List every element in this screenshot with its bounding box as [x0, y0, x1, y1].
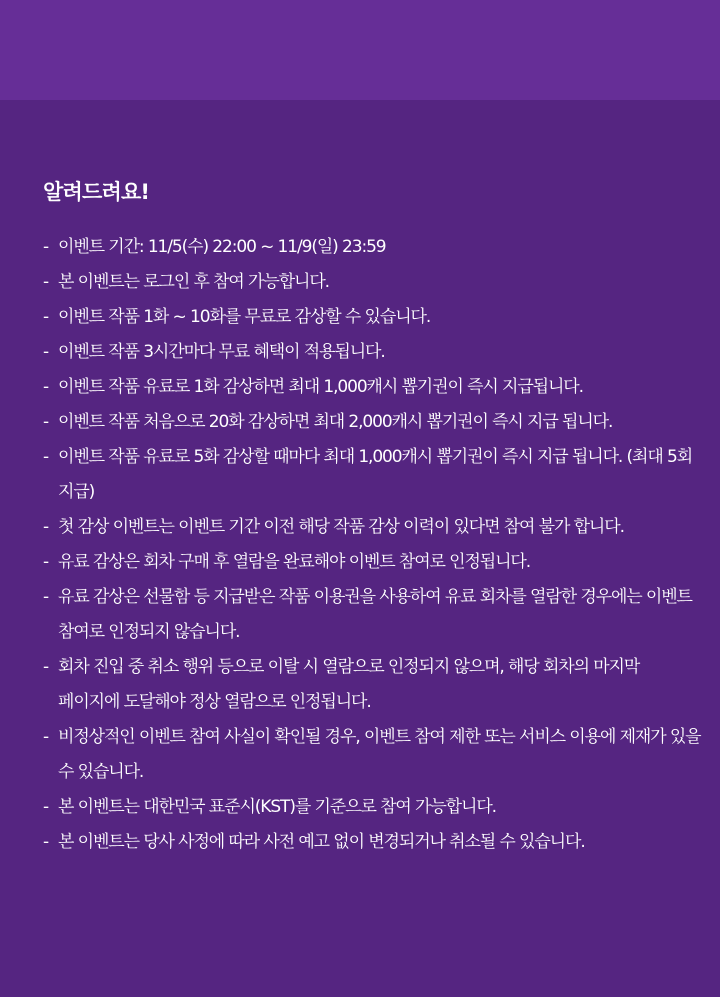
notice-item-login-required: - 본 이벤트는 로그인 후 참여 가능합니다.	[43, 265, 703, 300]
notice-item-paid-1-episode-reward: - 이벤트 작품 유료로 1화 감상하면 최대 1,000캐시 뽑기권이 즉시 지급됩니다.	[43, 370, 703, 405]
notice-item-paid-view-condition: - 유료 감상은 회차 구매 후 열람을 완료해야 이벤트 참여로 인정됩니다.	[43, 545, 703, 580]
notice-list	[43, 230, 703, 860]
notice-item-event-period: - 이벤트 기간: 11/5(수) 22:00 ~ 11/9(일) 23:59	[43, 230, 703, 265]
notice-item-abnormal-participation: - 비정상적인 이벤트 참여 사실이 확인될 경우, 이벤트 참여 제한 또는 서비스 이용에 제재가 있을 수 있습니다.	[43, 720, 703, 790]
event-notice-section	[0, 100, 720, 997]
notice-item-free-episodes: - 이벤트 작품 1화 ~ 10화를 무료로 감상할 수 있습니다.	[43, 300, 703, 335]
notice-item-gift-ticket-exclusion: - 유료 감상은 선물함 등 지급받은 작품 이용권을 사용하여 유료 회차를 열람한 경우에는 이벤트 참여로 인정되지 않습니다.	[43, 580, 703, 650]
notice-item-free-every-3-hours: - 이벤트 작품 3시간마다 무료 혜택이 적용됩니다.	[43, 335, 703, 370]
notice-item-first-view-restriction: - 첫 감상 이벤트는 이벤트 기간 이전 해당 작품 감상 이력이 있다면 참여 불가 합니다.	[43, 510, 703, 545]
notice-title: 알려드려요!	[43, 180, 150, 204]
notice-item-paid-5-episodes-reward: - 이벤트 작품 유료로 5화 감상할 때마다 최대 1,000캐시 뽑기권이 즉시 지급 됩니다. (최대 5회 지급)	[43, 440, 703, 510]
top-banner-band	[0, 0, 720, 100]
notice-item-kst-standard: - 본 이벤트는 대한민국 표준시(KST)를 기준으로 참여 가능합니다.	[43, 790, 703, 825]
notice-item-change-notice: - 본 이벤트는 당사 사정에 따라 사전 예고 없이 변경되거나 취소될 수 있습니다.	[43, 825, 703, 860]
notice-item-first-20-episodes-reward: - 이벤트 작품 처음으로 20화 감상하면 최대 2,000캐시 뽑기권이 즉시 지급 됩니다.	[43, 405, 703, 440]
notice-item-exit-not-counted: - 회차 진입 중 취소 행위 등으로 이탈 시 열람으로 인정되지 않으며, 해당 회차의 마지막 페이지에 도달해야 정상 열람으로 인정됩니다.	[43, 650, 703, 720]
